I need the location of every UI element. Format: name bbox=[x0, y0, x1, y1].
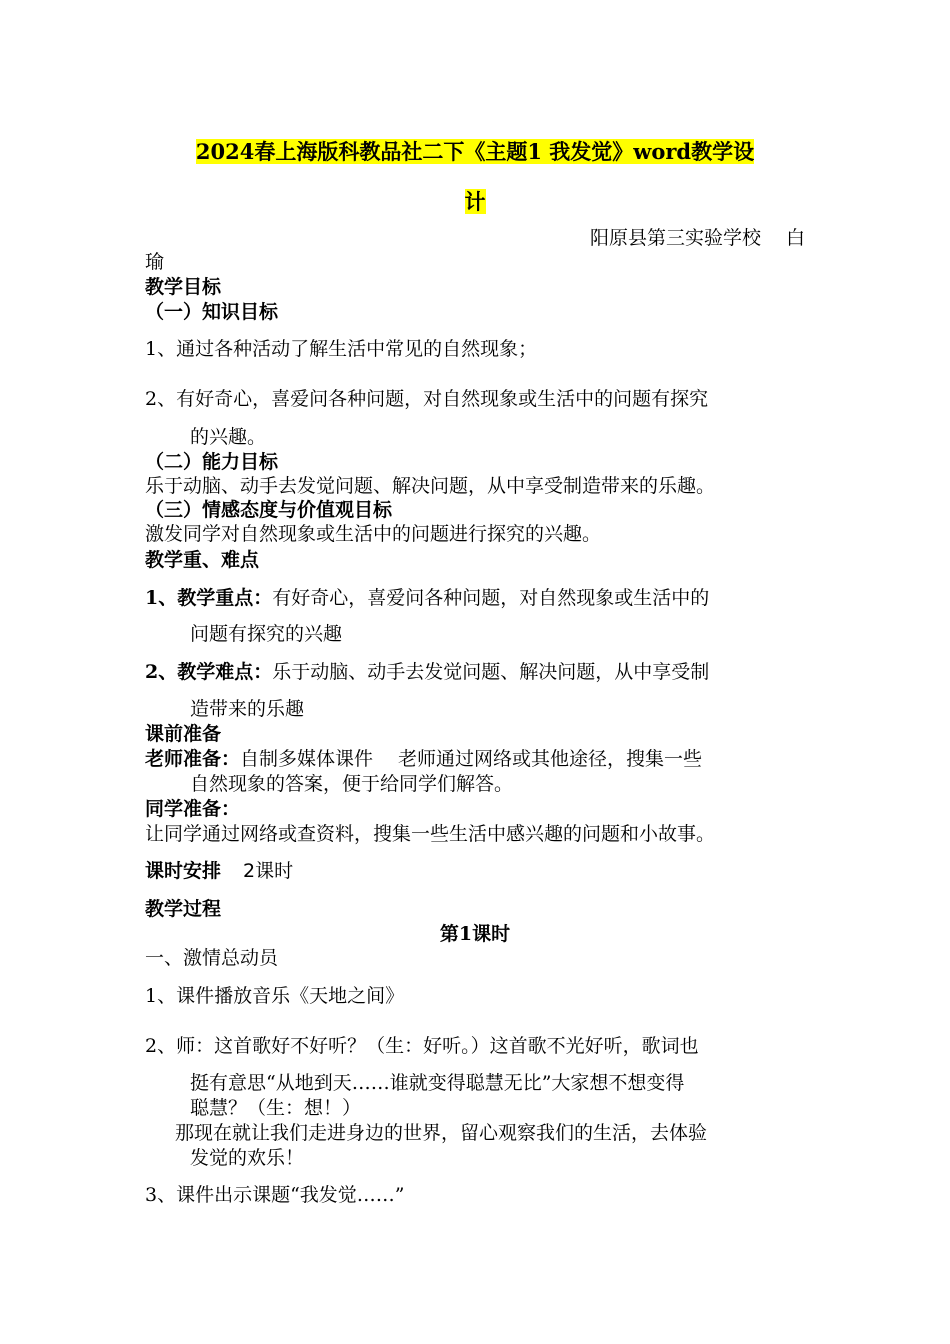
author-cont: 瑜 bbox=[145, 251, 165, 273]
heading-ability: （二）能力目标 bbox=[145, 451, 279, 473]
process-item-1: 1、课件播放音乐《天地之间》 bbox=[145, 985, 405, 1007]
teacher-prep-cont: 自然现象的答案，便于给同学们解答。 bbox=[190, 773, 514, 795]
section-1: 一、激情总动员 bbox=[145, 947, 279, 969]
student-prep-label: 同学准备： bbox=[145, 798, 241, 820]
process-item-3: 3、课件出示课题“我发觉……” bbox=[145, 1184, 405, 1206]
keypoint-2-cont: 造带来的乐趣 bbox=[190, 698, 305, 720]
emotion-text: 激发同学对自然现象或生活中的问题进行探究的兴趣。 bbox=[145, 523, 602, 545]
process-item-2-cont-3: 那现在就让我们走进身边的世界，留心观察我们的生活，去体验 bbox=[175, 1122, 708, 1144]
process-item-2: 2、师：这首歌好不好听？（生：好听。）这首歌不光好听，歌词也 bbox=[145, 1035, 699, 1057]
heading-prep: 课前准备 bbox=[145, 723, 222, 745]
teacher-prep: 老师准备：自制多媒体课件 老师通过网络或其他途径，搜集一些 bbox=[145, 748, 703, 770]
schedule: 课时安排 2课时 bbox=[145, 860, 294, 882]
heading-knowledge: （一）知识目标 bbox=[145, 301, 279, 323]
process-item-2-cont-4: 发觉的欢乐！ bbox=[190, 1147, 305, 1169]
heading-keypoints: 教学重、难点 bbox=[145, 549, 260, 571]
title-line-1: 2024春上海版科教品社二下《主题1 我发觉》word教学设 bbox=[195, 139, 755, 164]
heading-emotion: （三）情感态度与价值观目标 bbox=[145, 499, 393, 521]
knowledge-item-2: 2、有好奇心，喜爱问各种问题，对自然现象或生活中的问题有探究 bbox=[145, 388, 709, 410]
process-item-2-cont-2: 聪慧？（生：想！） bbox=[190, 1097, 362, 1119]
student-prep-text: 让同学通过网络或查资料，搜集一些生活中感兴趣的问题和小故事。 bbox=[145, 823, 716, 845]
title-line-2: 计 bbox=[464, 189, 486, 214]
author: 阳原县第三实验学校 白 bbox=[589, 227, 805, 249]
ability-text: 乐于动脑、动手去发觉问题、解决问题，从中享受制造带来的乐趣。 bbox=[145, 475, 716, 497]
heading-objectives: 教学目标 bbox=[145, 276, 222, 298]
heading-process: 教学过程 bbox=[145, 898, 222, 920]
keypoint-1-cont: 问题有探究的兴趣 bbox=[190, 623, 343, 645]
keypoint-1: 1、教学重点：有好奇心，喜爱问各种问题，对自然现象或生活中的 bbox=[145, 587, 710, 609]
keypoint-2: 2、教学难点：乐于动脑、动手去发觉问题、解决问题，从中享受制 bbox=[145, 661, 710, 683]
lesson-1-heading: 第1课时 bbox=[439, 923, 511, 945]
process-item-2-cont-1: 挺有意思“从地到天……谁就变得聪慧无比”大家想不想变得 bbox=[190, 1072, 685, 1094]
knowledge-item-1: 1、通过各种活动了解生活中常见的自然现象； bbox=[145, 338, 538, 360]
knowledge-item-2-cont: 的兴趣。 bbox=[190, 426, 267, 448]
